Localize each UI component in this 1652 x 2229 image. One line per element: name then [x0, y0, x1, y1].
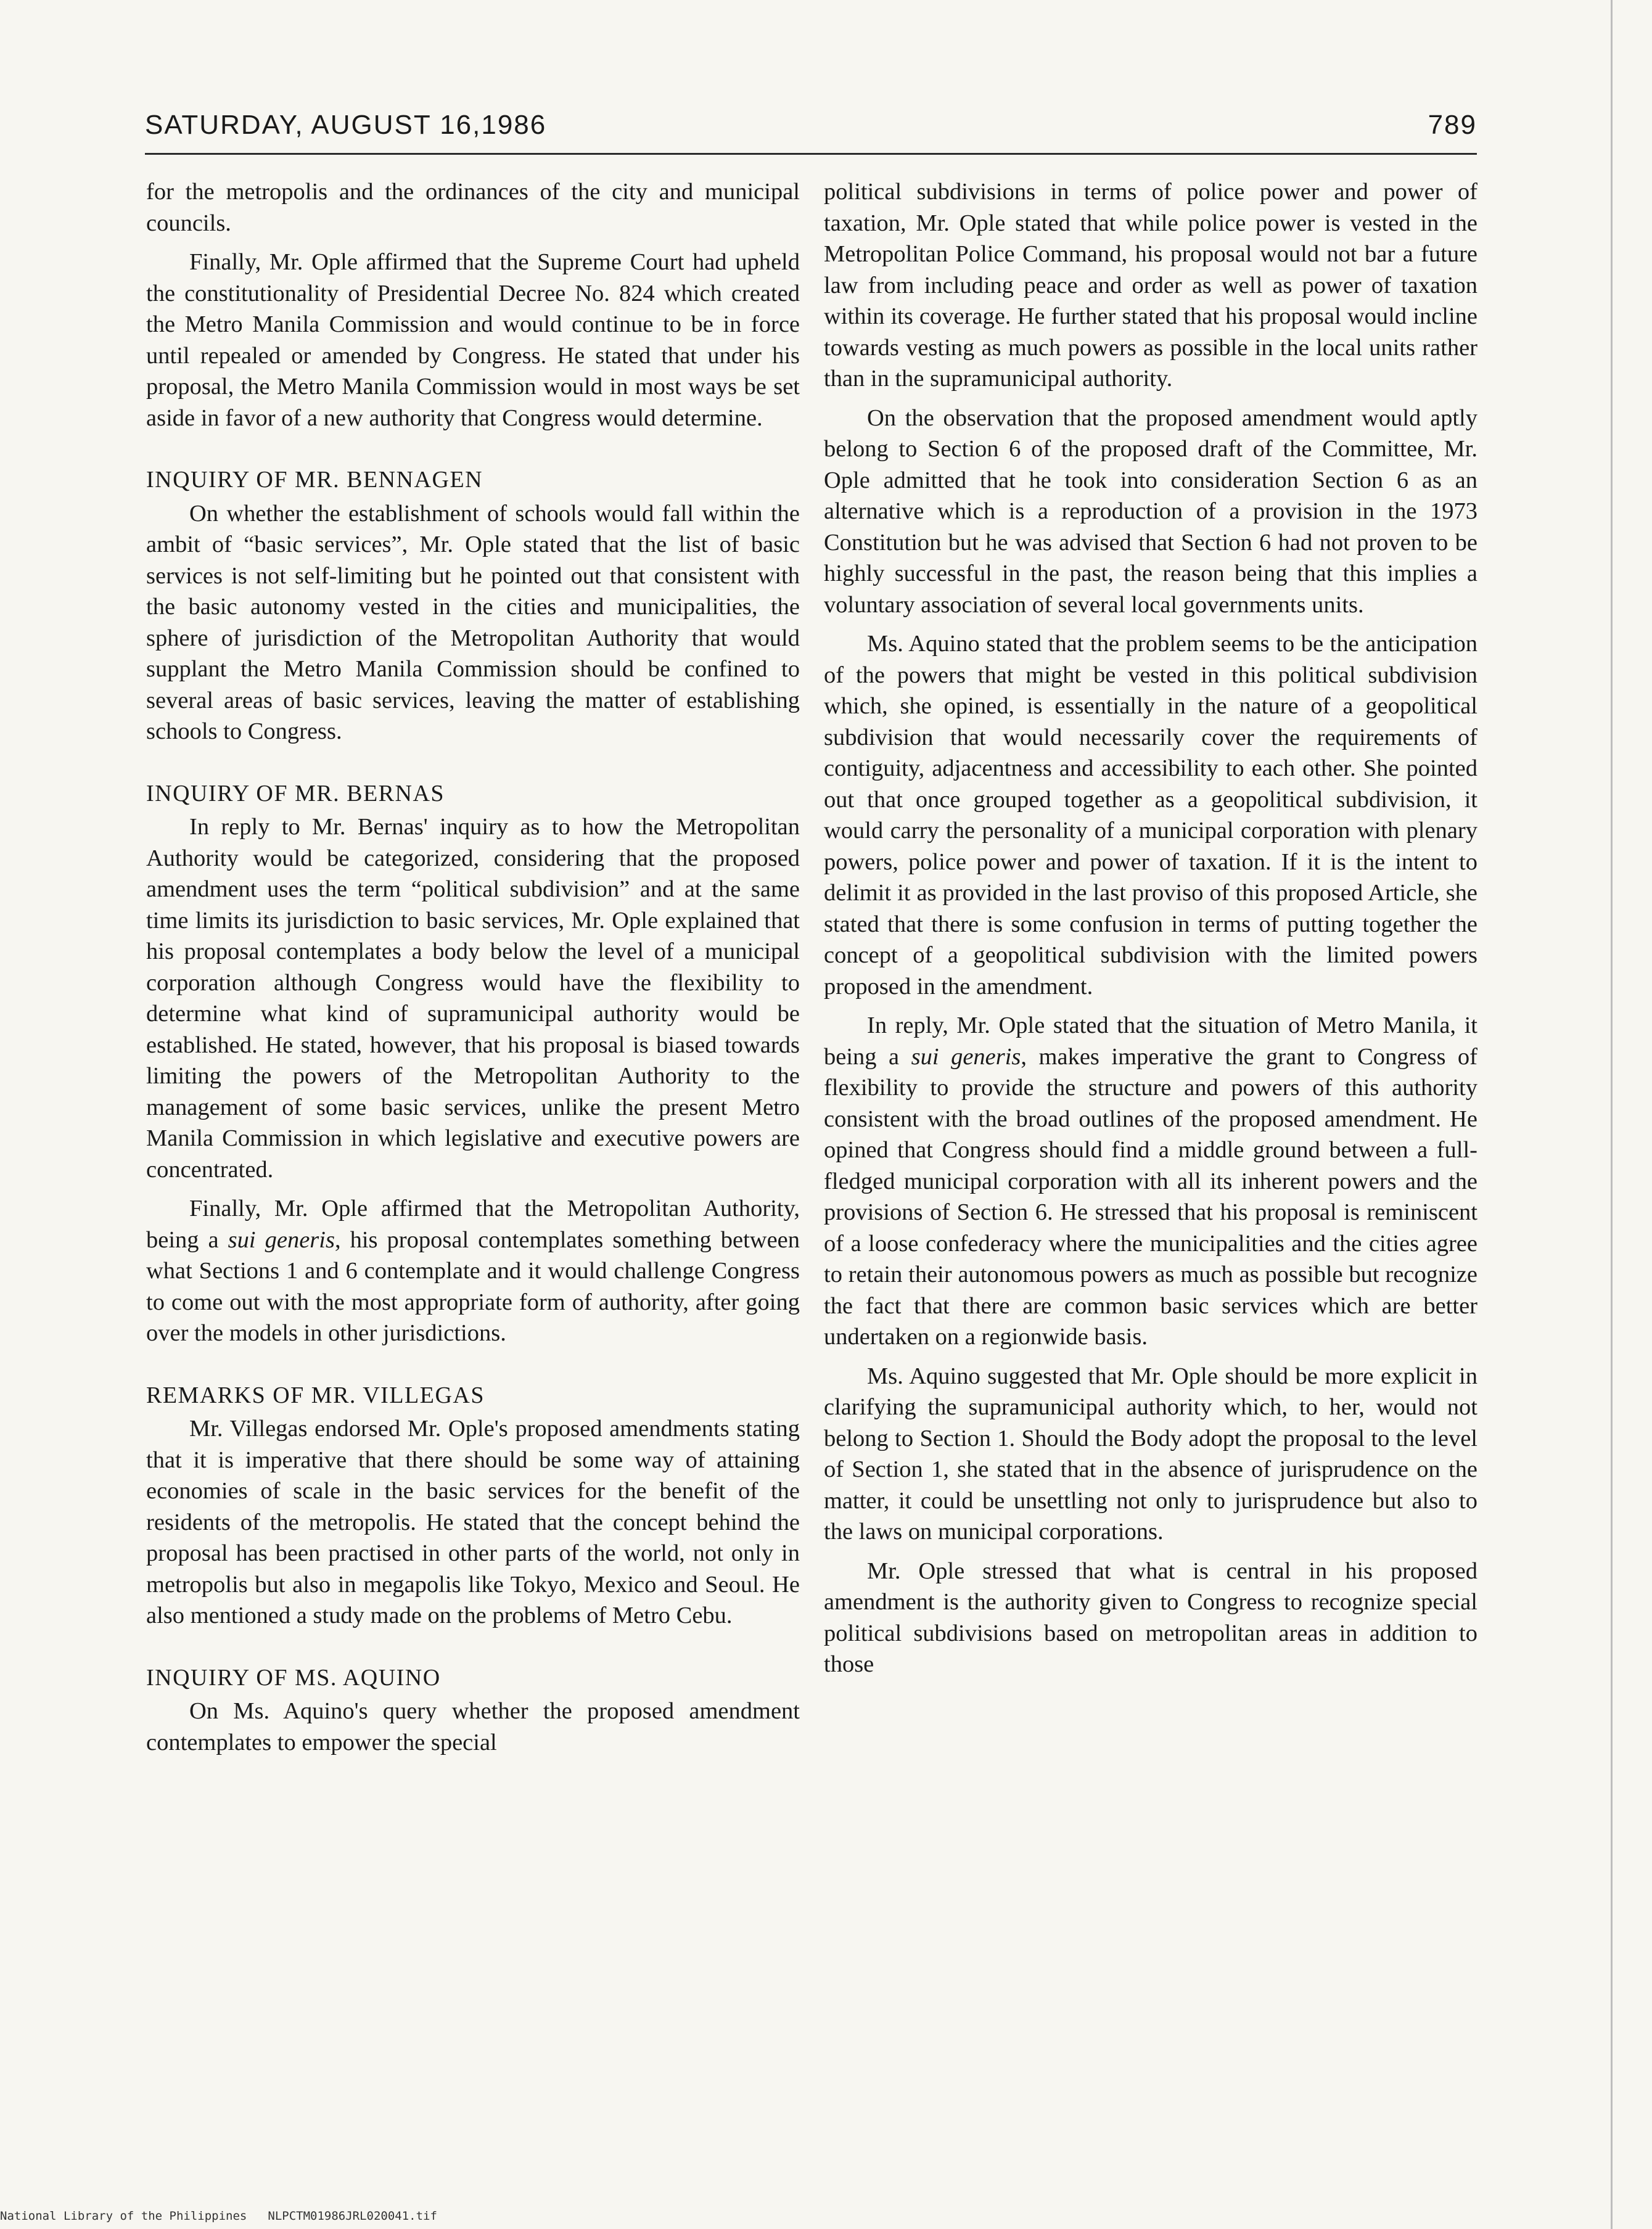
text-run: Finally, Mr. Ople affirmed that the Metropolitan Authority, being a: [146, 1196, 800, 1253]
paragraph: Ms. Aquino suggested that Mr. Ople should be more explicit in clarifying the supramunicipal authority which, to her, would not belong to Section 1. Should the Body adopt the proposal to the level of Section 1, she stated that in the absence of jurisprudence on the matter, it could be unsettling not only to jurisprudence but also to the laws on municipal corporations.: [824, 1363, 1477, 1545]
paragraph: Finally, Mr. Ople affirmed that the Supreme Court had upheld the constitutionality of Presidential Decree No. 824 which created the Metro Manila Commission and would continue to be in force until repealed or amended by Congress. He stated that under his proposal, the Metro Manila Commission would in most ways be set aside in favor of a new authority that Congress would determine.: [146, 249, 800, 431]
text-run: , his proposal contemplates something between what Sections 1 and 6 contemplate and it would challenge Congress to come out with the most appropriate form of authority, after going over the models in other jurisdictions.: [146, 1226, 800, 1346]
left-column: [146, 176, 800, 1766]
paragraph: On the observation that the proposed amendment would aptly belong to Section 6 of the proposed draft of the Committee, Mr. Ople admitted that he took into consideration Section 6 as an alternative which is a reproduction of a provision in the 1973 Constitution but he was advised that Section 6 had not proven to be highly successful in the past, the reason being that this implies a voluntary association of several local governments units.: [824, 404, 1477, 618]
section-heading: INQUIRY OF MR. BERNAS: [146, 780, 445, 807]
footer-library: National Library of the Philippines: [0, 2209, 247, 2223]
text-run: In reply, Mr. Ople stated that the situation of Metro Manila, it being a: [824, 1012, 1477, 1070]
paragraph: On whether the establishment of schools would fall within the ambit of “basic services”, Mr. Ople stated that the list of basic services is not self-limiting but he pointed out that consistent with the basic autonomy vested in the cities and municipalities, the sphere of jurisdiction of the Metropolitan Authority that would supplant the Metro Manila Commission should be confined to several areas of basic services, leaving the matter of establishing schools to Congress.: [146, 500, 800, 744]
italic-term: sui generis: [911, 1043, 1021, 1070]
header-date: SATURDAY, AUGUST 16,1986: [145, 110, 547, 140]
paragraph: Mr. Ople stressed that what is central in his proposed amendment is the authority given to Congress to recognize special political subdivisions based on metropolitan areas in addition to those: [824, 1558, 1477, 1677]
paragraph: [824, 1010, 1477, 1353]
italic-term: sui generis: [228, 1226, 335, 1253]
paragraph: for the metropolis and the ordinances of the city and municipal councils.: [146, 179, 800, 236]
page-header: [145, 110, 1477, 155]
paragraph: political subdivisions in terms of police power and power of taxation, Mr. Ople stated that while police power is vested in the Metropolitan Police Command, his proposal would not bar a future law from including peace and order as well as power of taxation within its coverage. He further stated that his proposal would incline towards vesting as much powers as possible in the local units rather than in the supramunicipal authority.: [824, 179, 1477, 392]
section-heading: INQUIRY OF MR. BENNAGEN: [146, 467, 483, 493]
paragraph: On Ms. Aquino's query whether the proposed amendment contemplates to empower the special: [146, 1698, 800, 1755]
text-run: , makes imperative the grant to Congress of flexibility to provide the structure and powers of this authority consistent with the broad outlines of the proposed amendment. He opined that Congress should find a middle ground between a full-fledged municipal corporation with all its inherent powers and the provisions of Section 6. He stressed that his proposal is reminiscent of a loose confederacy where the municipalities and the cities agree to retain their autonomous powers as much as possible but recognize the fact that there are common basic services which are better undertaken on a regionwide basis.: [824, 1043, 1477, 1350]
scan-edge-line: [1611, 0, 1613, 2229]
paragraph: In reply to Mr. Bernas' inquiry as to how the Metropolitan Authority would be categorized, considering that the proposed amendment uses the term “political subdivision” and at the same time limits its jurisdiction to basic services, Mr. Ople explained that his proposal contemplates a body below the level of a municipal corporation although Congress would have the flexibility to determine what kind of supramunicipal authority would be established. He stated, however, that his proposal is biased towards limiting the powers of the Metropolitan Authority to the management of some basic services, unlike the present Metro Manila Commission in which legislative and executive powers are concentrated.: [146, 814, 800, 1183]
scan-footer: [0, 2209, 437, 2223]
paragraph: [146, 1193, 800, 1349]
section-heading: REMARKS OF MR. VILLEGAS: [146, 1382, 485, 1408]
footer-filename: NLPCTM01986JRL020041.tif: [268, 2209, 437, 2223]
paragraph: Mr. Villegas endorsed Mr. Ople's proposed amendments stating that it is imperative that there should be some way of attaining economies of scale in the basic services for the benefit of the residents of the metropolis. He stated that the concept behind the proposal has been practised in other parts of the world, not only in metropolis but also in megapolis like Tokyo, Mexico and Seoul. He also mentioned a study made on the problems of Metro Cebu.: [146, 1416, 800, 1628]
right-column: [824, 176, 1477, 1688]
section-heading: INQUIRY OF MS. AQUINO: [146, 1664, 441, 1691]
page-number: 789: [1428, 110, 1477, 140]
paragraph: Ms. Aquino stated that the problem seems to be the anticipation of the powers that might be vested in this political subdivision which, she opined, is essentially in the nature of a geopolitical subdivision that would necessarily cover the requirements of contiguity, adjacentness and accessibility to each other. She pointed out that once grouped together as a geopolitical subdivision, it would carry the personality of a municipal corporation with plenary powers, police power and power of taxation. If it is the intent to delimit it as provided in the last proviso of this proposed Article, she stated that there is some confusion in terms of putting together the concept of a geopolitical subdivision with the limited powers proposed in the amendment.: [824, 631, 1477, 1000]
